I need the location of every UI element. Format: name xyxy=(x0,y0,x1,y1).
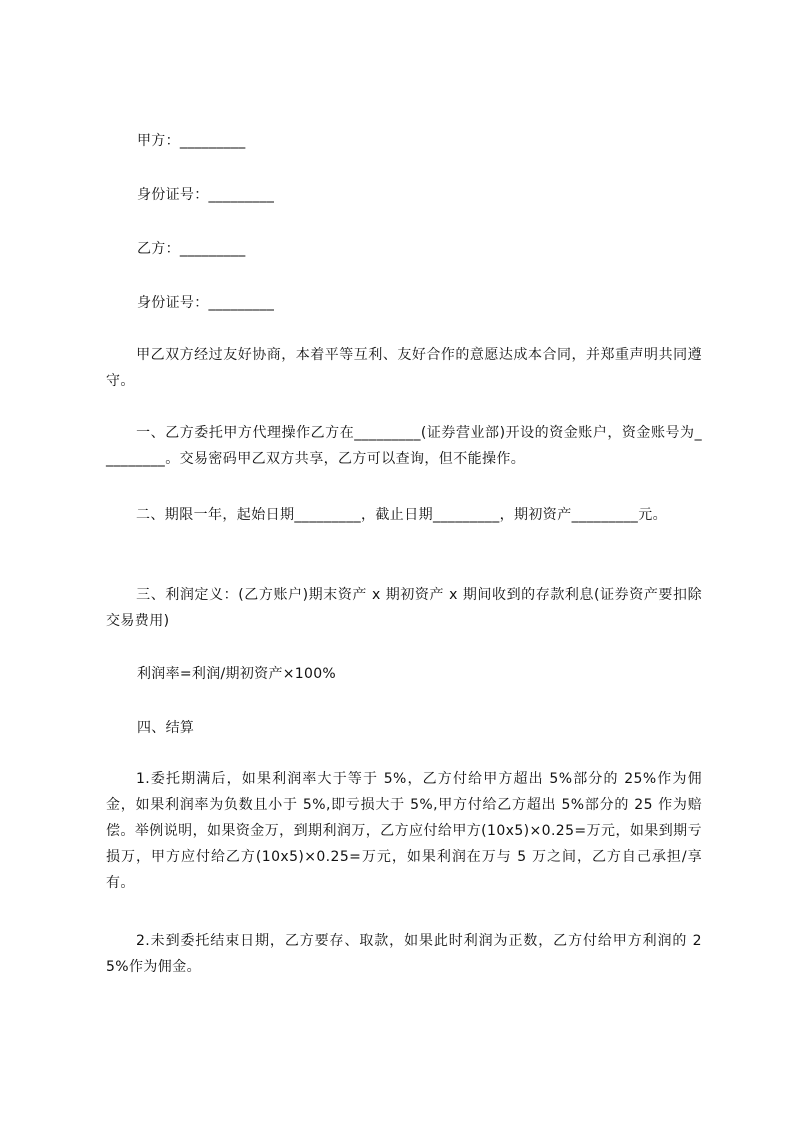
party-b-line: 乙方：_________ xyxy=(137,241,246,257)
clause-4-heading: 四、结算 xyxy=(137,720,195,736)
preamble-paragraph xyxy=(106,342,702,394)
clause-2-text: 二、期限一年，起始日期_________，截止日期_________，期初资产_________元。 xyxy=(136,507,667,523)
clause-1-text: 一、乙方委托甲方代理操作乙方在_________(证券营业部)开设的资金账户，资金账号为_________。交易密码甲乙双方共享，乙方可以查询，但不能操作。 xyxy=(106,425,702,467)
settlement-1-text: 1.委托期满后，如果利润率大于等于 5%，乙方付给甲方超出 5%部分的 25%作为佣金，如果利润率为负数且小于 5%,即亏损大于 5%,甲方付给乙方超出 5%部分的 25 作为赔偿。举例说明，如果资金万，到期利润万，乙方应付给甲方(10x5)×0.25=万元，如果到期亏损万，甲方应付给乙方(10x5)×0.25=万元，如果利润在万与 5 万之间，乙方自己承担/享有。 xyxy=(106,771,702,891)
preamble-text: 甲乙双方经过友好协商，本着平等互利、友好合作的意愿达成本合同，并郑重声明共同遵守。 xyxy=(106,347,702,389)
clause-3-text: 三、利润定义：(乙方账户)期末资产 x 期初资产 x 期间收到的存款利息(证券资产要扣除交易费用) xyxy=(106,587,702,629)
settlement-2-paragraph xyxy=(106,928,702,980)
clause-1-paragraph xyxy=(106,420,702,472)
clause-3-paragraph xyxy=(106,582,702,634)
clause-2-paragraph xyxy=(106,502,702,528)
profit-rate-line: 利润率=利润/期初资产×100% xyxy=(137,666,337,682)
settlement-1-paragraph xyxy=(106,766,702,896)
settlement-2-text: 2.未到委托结束日期，乙方要存、取款，如果此时利润为正数，乙方付给甲方利润的 25%作为佣金。 xyxy=(106,933,702,975)
party-a-id-line: 身份证号：_________ xyxy=(137,187,275,203)
party-a-line: 甲方：_________ xyxy=(137,133,246,149)
party-b-id-line: 身份证号：_________ xyxy=(137,295,275,311)
